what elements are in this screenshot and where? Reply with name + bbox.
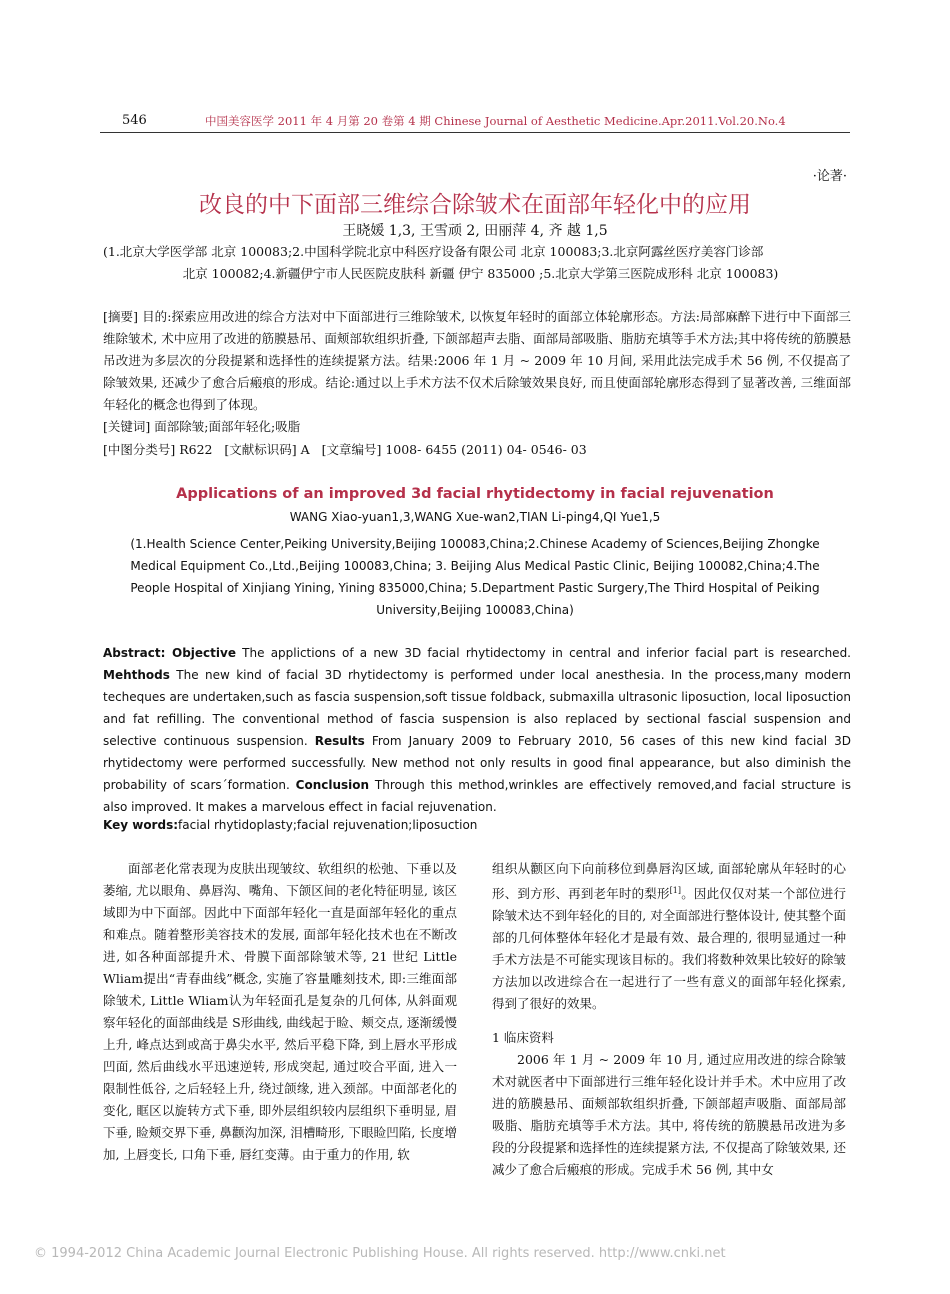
- keywords-en-text: facial rhytidoplasty;facial rejuvenation;liposuction: [178, 818, 478, 832]
- intro-paragraph: 面部老化常表现为皮肤出现皱纹、软组织的松弛、下垂以及萎缩, 尤以眼角、鼻唇沟、嘴角、下颌区间的老化特征明显, 该区域即为中下面部。因此中下面部年轻化一直是面部年轻化的重点和难点。随着整形美容技术的发展, 面部年轻化技术也在不断改进, 如各种面部提升术、骨膜下面部除皱术等, 21 世纪 Little Wliam提出“青春曲线”概念, 实施了容量雕刻技术, 即:三维面部除皱术, Little Wliam认为年轻面孔是复杂的几何体, 从斜面观察年轻化的面部曲线是 S形曲线, 曲线起于睑、颊交点, 逐渐缓慢上升, 峰点达到或高于鼻尖水平, 然后平稳下降, 到上唇水平形成凹面, 然后曲线水平迅速逆转, 形成突起, 通过咬合平面, 进入一限制性低谷, 之后轻轻上升, 绕过颌缘, 进入颈部。中面部老化的变化, 眶区以旋转方式下垂, 即外层组织较内层组织下垂明显, 眉下垂, 睑颊交界下垂, 鼻颧沟加深, 泪槽畸形, 下眼睑凹陷, 长度增加, 上唇变长, 口角下垂, 唇红变薄。由于重力的作用, 软: [103, 861, 457, 1162]
- objective-label: Objective: [172, 646, 236, 660]
- clinical-data-paragraph: 2006 年 1 月 ~ 2009 年 10 月, 通过应用改进的综合除皱术对就医者中下面部进行三维年轻化设计并手术。术中应用了改进的筋膜悬吊、面颊部软组织折叠, 下颌部超声吸脂、面部局部吸脂、脂肪充填等手术方法。其中, 将传统的筋膜悬吊改进为多段的分段提紧和选择性的连续提紧方法, 不仅提高了除皱效果, 还减少了愈合后瘢痕的形成。完成手术 56 例, 其中女: [492, 1052, 846, 1178]
- body-column-right: [492, 858, 846, 1181]
- conclusion-text: Through this method,wrinkles are effectively removed,and facial structure is also improved. It makes a marvelous effect in facial rejuvenation.: [103, 778, 851, 814]
- results-label: Results: [314, 734, 365, 748]
- intro-paragraph-continued: 组织从颧区向下向前移位到鼻唇沟区域, 面部轮廓从年轻时的心形、到方形、再到老年时的梨形[1]。因此仅仅对某一个部位进行除皱术达不到年轻化的目的, 对全面部进行整体设计, 使其整个面部的几何体整体年轻化才是最有效、最合理的, 很明显通过一种手术方法是不可能实现该目标的。我们将数种效果比较好的除皱方法加以改进综合在一起进行了一些有意义的面部年轻化探索, 得到了很好的效果。: [492, 861, 846, 1012]
- article-title-zh: 改良的中下面部三维综合除皱术在面部年轻化中的应用: [199, 192, 751, 218]
- page-number: 546: [122, 113, 147, 128]
- conclusion-label: Conclusion: [295, 778, 370, 792]
- running-header: 中国美容医学 2011 年 4 月第 20 卷第 4 期 Chinese Journal of Aesthetic Medicine.Apr.2011.Vol.20.No.4: [205, 114, 786, 128]
- section-tag: ·论著·: [812, 169, 847, 184]
- section-heading-clinical-data: 1 临床资料: [492, 1030, 554, 1046]
- affiliations-zh-line-2: 北京 100082;4.新疆伊宁市人民医院皮肤科 新疆 伊宁 835000 ;5.北京大学第三医院成形科 北京 100083): [182, 266, 779, 281]
- abstract-en: [103, 642, 851, 818]
- affiliations-zh-line-1: (1.北京大学医学部 北京 100083;2.中国科学院北京中科医疗设备有限公司 北京 100083;3.北京阿露丝医疗美容门诊部: [103, 244, 764, 259]
- methods-label: Mehthods: [103, 668, 170, 682]
- footer-copyright: © 1994-2012 China Academic Journal Electronic Publishing House. All rights reserved. http://www.cnki.net: [34, 1246, 726, 1261]
- citation-ref[interactable]: [1]: [669, 886, 682, 895]
- methods-text: The new kind of facial 3D rhytidectomy is performed under local anesthesia. In the process,many modern techeques are undertaken,such as fascia suspension,soft tissue foldback, submaxilla ultrasonic liposuction, local liposuction and fat refilling. The conventional method of fascia suspension is also replaced by sectional fascial suspension and selective continuous suspension.: [103, 668, 851, 748]
- keywords-zh: [关键词] 面部除皱;面部年轻化;吸脂: [103, 419, 301, 434]
- keywords-en: [103, 818, 477, 832]
- keywords-en-label: Key words:: [103, 818, 179, 832]
- affiliations-en: (1.Health Science Center,Peiking University,Beijing 100083,China;2.Chinese Academy of Sciences,Beijing Zhongke Medical Equipment Co.,Ltd.,Beijing 100083,China; 3. Beijing Alus Medical Pastic Clinic, Beijing 100082,China;4.The People Hospital of Xinjiang Yining, Yining 835000,China; 5.Department Pastic Surgery,The Third Hospital of Peiking University,Beijing 100083,China): [130, 537, 820, 617]
- results-text: From January 2009 to February 2010, 56 cases of this new kind facial 3D rhytidectomy were performed successfully. New method not only results in good final appearance, but also diminish the probability of scars´formation.: [103, 734, 851, 792]
- authors-en: WANG Xiao-yuan1,3,WANG Xue-wan2,TIAN Li-ping4,QI Yue1,5: [289, 510, 661, 524]
- objective-text: The applictions of a new 3D facial rhytidectomy in central and inferior facial part is researched.: [235, 646, 851, 660]
- abstract-zh: [摘要] 目的:探索应用改进的综合方法对中下面部进行三维除皱术, 以恢复年轻时的面部立体轮廓形态。方法:局部麻醉下进行中下面部三维除皱术, 术中应用了改进的筋膜悬吊、面颊部软组织折叠, 下颌部超声去脂、面部局部吸脂、脂肪充填等手术方法;其中将传统的筋膜悬吊改进为多层次的分段提紧和选择性的连续提紧方法。结果:2006 年 1 月 ~ 2009 年 10 月间, 采用此法完成手术 56 例, 不仅提高了除皱效果, 还减少了愈合后瘢痕的形成。结论:通过以上手术方法不仅术后除皱效果良好, 而且使面部轮廓形态得到了显著改善, 三维面部年轻化的概念也得到了体现。: [103, 309, 851, 412]
- classification-line: [中图分类号] R622 [文献标识码] A [文章编号] 1008- 6455 (2011) 04- 0546- 03: [103, 442, 587, 457]
- authors-zh: 王晓媛 1,3, 王雪顽 2, 田丽萍 4, 齐 越 1,5: [342, 223, 608, 239]
- body-column-left: [103, 858, 457, 1166]
- header-rule: [100, 132, 850, 133]
- abstract-label: Abstract:: [103, 646, 172, 660]
- article-title-en: Applications of an improved 3d facial rhytidectomy in facial rejuvenation: [176, 486, 774, 502]
